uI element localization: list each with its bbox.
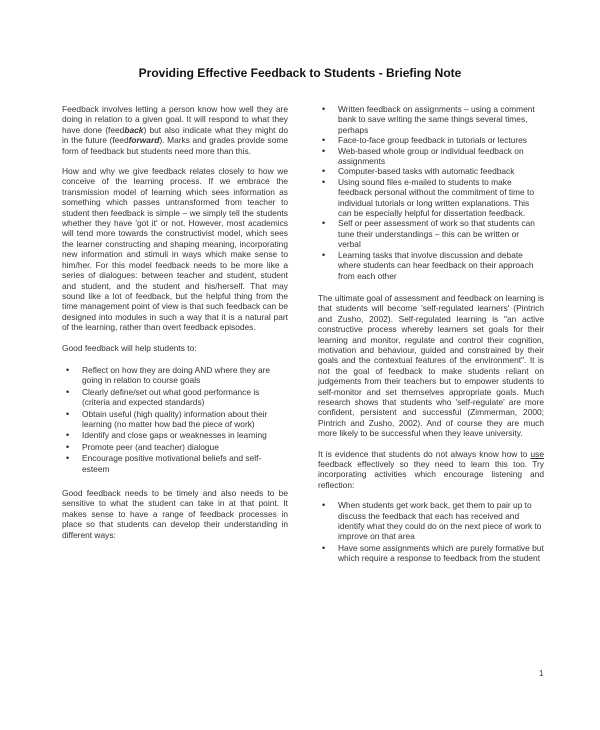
bullet-icon: • [322,135,326,146]
bullet-icon: • [322,176,326,187]
self-regulation-paragraph: The ultimate goal of assessment and feedback on learning is that students will become 'self-regulated learners' (Pintrich and Zusho, 2002). Self-regulated learning is "an active constructive process whereby learners set goals for their learning and monitor, regulate and control their cognition, motivation and behaviour, guided and constrained by their goals and the contextual features of the environment". It is not the goal of feedback to make students reliant on judgements from their teachers but to empower students to self-monitor and set themselves appropriate goals. Much research shows that students who 'self-regulate' are more confident, persistent and successful (Zimmerman, 2000; Pintrich and Zusho, 2002). And of course they are much more likely to be successful when they leave university. [318,292,544,439]
feedback-methods-list [318,104,544,281]
list-item: • Encourage positive motivational beliefs and self-esteem [66,453,262,474]
list-item: • Web-based whole group or individual feedback on assignments [322,145,524,167]
page-number: 1 [539,669,544,678]
bullet-icon: • [66,441,70,452]
list-item: • Reflect on how they are doing AND where they are going in relation to course goals [66,364,271,386]
good-feedback-lead: Good feedback will help students to: [62,342,197,353]
bullet-icon: • [322,249,326,260]
good-feedback-list [62,365,288,474]
bullet-icon: • [322,500,326,511]
list-item: • Have some assignments which are purely formative but which require a response to feedback from the student [322,542,544,564]
bullet-icon: • [322,145,326,156]
list-item: • Promote peer (and teacher) dialogue [66,441,219,452]
left-column [62,104,288,550]
bullet-icon: • [66,408,70,419]
bullet-icon: • [66,453,70,464]
intro-forward-word: forward [128,135,160,146]
list-item: • Written feedback on assignments – using a comment bank to save writing the same things several times, perhaps [322,104,535,135]
intro-paragraph [62,104,288,156]
reflection-activities-list [318,500,544,563]
intro-back-word: back [124,124,144,135]
right-column [318,104,544,574]
bullet-icon: • [322,218,326,229]
list-item: • Obtain useful (high quality) information about their learning (no matter how bad the piece of work) [66,408,268,429]
page-title: Providing Effective Feedback to Students - Briefing Note [138,66,462,80]
learning-model-paragraph: How and why we give feedback relates closely to how we conceive of the learning process. If we embrace the transmission model of learning which sees information as something which passes untransformed from teacher to student then feedback is simple – we simply tell the students whether they have 'got it' or not. However, most academics will tend more towards the constructivist model, which sees the learner constructing and shaping meaning, incorporating new information and stimuli in ways which make sense to him/her. For this model feedback needs to be more like a series of dialogues: between teacher and student, student and student, and the student and his/herself. That may sound like a lot of feedback, but the helpful thing from the time management point of view is that such feedback can be designed into modules in such a way that it is a natural part of the learning, rather than overt feedback episodes. [62,166,288,333]
list-item: • Self or peer assessment of work so that students can tune their understandings – this can be written or verbal [322,218,535,250]
use-word: use [530,448,544,459]
timely-feedback-paragraph: Good feedback needs to be timely and also needs to be sensitive to what the student can take in at that point. It makes sense to have a range of feedback processes in place so that students can develop their understanding in different ways: [62,488,288,540]
bullet-icon: • [322,542,326,553]
list-item: • Clearly define/set out what good performance is (criteria and expected standards) [66,386,260,408]
list-item: • When students get work back, get them to pair up to discuss the feedback that each has received and identify what they could do on the next piece of work to improve on that area [322,500,542,542]
list-item: • Using sound files e-mailed to students to make feedback personal without the commitment of time to individual tutorials or long written explanations. This can be especially helpful for dissertation feedback. [322,176,534,219]
list-item: • Face-to-face group feedback in tutorials or lectures [322,135,527,146]
list-item: • Computer-based tasks with automatic feedback [322,166,515,177]
intro-text-c: ) but also indicate what they might do in the future (feed [62,124,288,146]
bullet-icon: • [322,104,326,114]
bullet-icon: • [322,166,326,177]
list-item: • Identify and close gaps or weaknesses in learning [66,430,267,441]
intro-text-a: Feedback involves letting a person know how well they are doing in relation to a given goal. It will respond to what they have done (feed [62,104,288,135]
bullet-icon: • [66,386,70,397]
use-feedback-paragraph: It is evidence that students do not always know how to use feedback effectively so they need to learn this too. Try incorporating activities which encourage listening and reflection: [318,448,544,490]
list-item: • Learning tasks that involve discussion and debate where students can hear feedback on their approach from each other [322,249,534,281]
intro-text-e: ). Marks and grades provide some form of feedback but students need more than this. [62,135,288,156]
bullet-icon: • [66,430,70,441]
bullet-icon: • [66,364,70,375]
